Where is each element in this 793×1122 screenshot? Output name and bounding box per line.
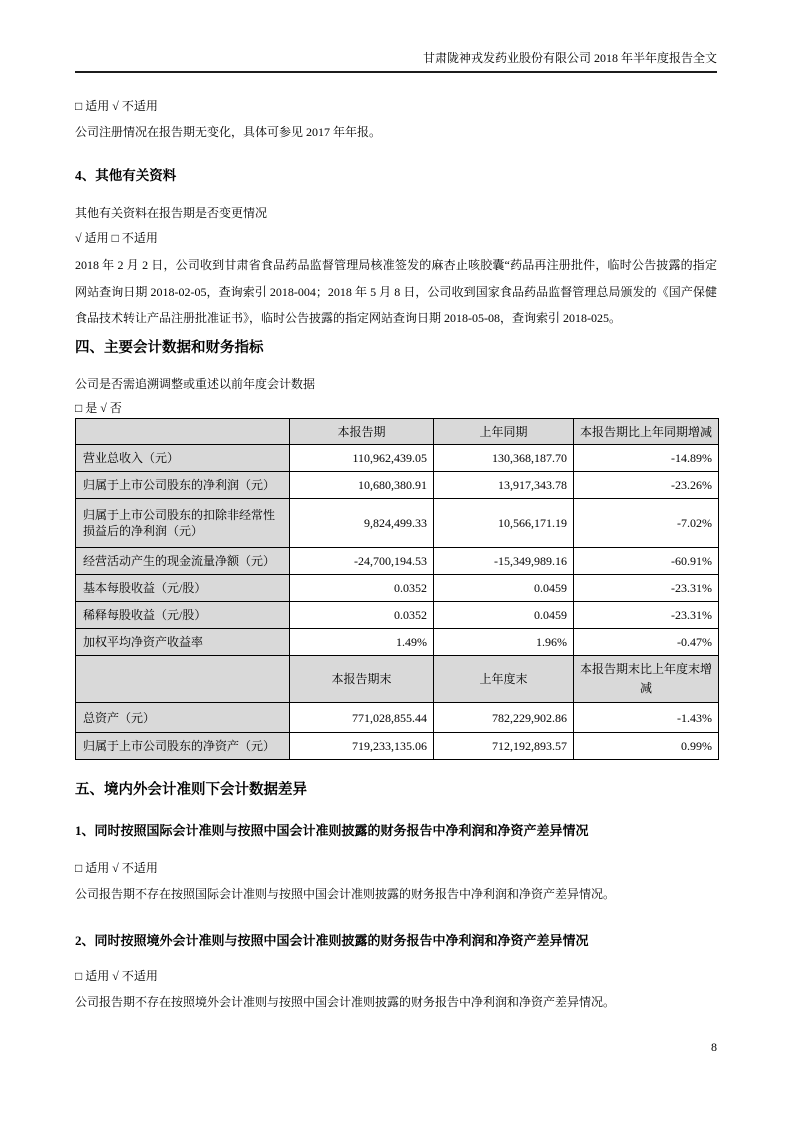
- row-value-change: 0.99%: [574, 733, 719, 760]
- applicability-line-other-info: √ 适用 □ 不适用: [75, 231, 158, 245]
- applicability-line-main-indicators: □ 是 √ 否: [75, 401, 122, 415]
- row-value-current: 0.0352: [290, 602, 434, 629]
- table-row-net-assets: [76, 733, 719, 760]
- applicability-line-overseas-standards: □ 适用 √ 不适用: [75, 969, 158, 983]
- row-value-current: 719,233,135.06: [290, 733, 434, 760]
- applicability-line-intl-standards: □ 适用 √ 不适用: [75, 861, 158, 875]
- row-value-current: 10,680,380.91: [290, 472, 434, 499]
- header-cell-change: 本报告期比上年同期增减: [574, 419, 719, 445]
- header-cell-blank: [76, 656, 290, 703]
- registration-note: 公司注册情况在报告期无变化，具体可参见 2017 年年报。: [75, 125, 382, 139]
- row-value-current: -24,700,194.53: [290, 548, 434, 575]
- section-heading-accounting-diff: 五、境内外会计准则下会计数据差异: [75, 782, 307, 798]
- main-indicators-question: 公司是否需追溯调整或重述以前年度会计数据: [75, 377, 316, 391]
- subsection-heading-overseas-standards: 2、同时按照境外会计准则与按照中国会计准则披露的财务报告中净利润和净资产差异情况: [75, 933, 589, 948]
- row-value-current: 110,962,439.05: [290, 445, 434, 472]
- table-row-net-profit: [76, 472, 719, 499]
- table-row-revenue: [76, 445, 719, 472]
- header-cell-blank: [76, 419, 290, 445]
- row-value-current: 0.0352: [290, 575, 434, 602]
- page-number: 8: [711, 1040, 717, 1054]
- header-cell-prior-year-end: 上年度末: [434, 656, 574, 703]
- row-label: 总资产（元）: [76, 703, 290, 733]
- row-value-prior: 130,368,187.70: [434, 445, 574, 472]
- subsection-heading-intl-standards: 1、同时按照国际会计准则与按照中国会计准则披露的财务报告中净利润和净资产差异情况: [75, 823, 589, 838]
- row-value-change: -14.89%: [574, 445, 719, 472]
- table-row-basic-eps: [76, 575, 719, 602]
- row-value-current: 771,028,855.44: [290, 703, 434, 733]
- header-cell-current-period-end: 本报告期末: [290, 656, 434, 703]
- row-value-prior: 1.96%: [434, 629, 574, 656]
- row-label: 稀释每股收益（元/股）: [76, 602, 290, 629]
- other-info-question: 其他有关资料在报告期是否变更情况: [75, 206, 268, 220]
- row-label: 营业总收入（元）: [76, 445, 290, 472]
- row-value-change: -7.02%: [574, 499, 719, 548]
- row-value-prior: 0.0459: [434, 602, 574, 629]
- row-value-change: -23.26%: [574, 472, 719, 499]
- intl-standards-note: 公司报告期不存在按照国际会计准则与按照中国会计准则披露的财务报告中净利润和净资产差异情况。: [75, 887, 616, 901]
- row-value-current: 9,824,499.33: [290, 499, 434, 548]
- table-row-net-profit-excl-nonrecurring: [76, 499, 719, 548]
- row-value-prior: 0.0459: [434, 575, 574, 602]
- row-value-prior: 712,192,893.57: [434, 733, 574, 760]
- row-label: 归属于上市公司股东的净利润（元）: [76, 472, 290, 499]
- table-header-row-period-end: [76, 656, 719, 703]
- header-cell-current-period: 本报告期: [290, 419, 434, 445]
- row-value-change: -0.47%: [574, 629, 719, 656]
- row-value-prior: 13,917,343.78: [434, 472, 574, 499]
- row-label: 归属于上市公司股东的净资产（元）: [76, 733, 290, 760]
- table-row-diluted-eps: [76, 602, 719, 629]
- section-heading-main-indicators: 四、主要会计数据和财务指标: [75, 340, 264, 356]
- row-label: 基本每股收益（元/股）: [76, 575, 290, 602]
- header-cell-change-period-end: 本报告期末比上年度末增减: [574, 656, 719, 703]
- row-label: 归属于上市公司股东的扣除非经常性损益后的净利润（元）: [76, 499, 290, 548]
- applicability-line-registration: □ 适用 √ 不适用: [75, 99, 158, 113]
- table-row-weighted-avg-roe: [76, 629, 719, 656]
- row-value-prior: 782,229,902.86: [434, 703, 574, 733]
- page-header-title: 甘肃陇神戎发药业股份有限公司 2018 年半年度报告全文: [75, 50, 717, 73]
- row-value-current: 1.49%: [290, 629, 434, 656]
- row-value-change: -23.31%: [574, 575, 719, 602]
- table-row-operating-cash-flow: [76, 548, 719, 575]
- overseas-standards-note: 公司报告期不存在按照境外会计准则与按照中国会计准则披露的财务报告中净利润和净资产差异情况。: [75, 995, 616, 1009]
- row-label: 经营活动产生的现金流量净额（元）: [76, 548, 290, 575]
- row-value-change: -60.91%: [574, 548, 719, 575]
- row-value-change: -1.43%: [574, 703, 719, 733]
- section-heading-other-info: 4、其他有关资料: [75, 168, 177, 183]
- row-label: 加权平均净资产收益率: [76, 629, 290, 656]
- table-header-row-period: [76, 419, 719, 445]
- row-value-change: -23.31%: [574, 602, 719, 629]
- financial-indicators-table: [75, 418, 719, 760]
- row-value-prior: 10,566,171.19: [434, 499, 574, 548]
- row-value-prior: -15,349,989.16: [434, 548, 574, 575]
- other-info-paragraph: 2018 年 2 月 2 日，公司收到甘肃省食品药品监督管理局核准签发的麻杏止咳胶囊“药品再注册批件，临时公告披露的指定网站查询日期 2018-02-05，查询索引 2018-004；2018 年 5 月 8 日，公司收到国家食品药品监督管理总局颁发的《国产保健食品技术转让产品注册批准证书》，临时公告披露的指定网站查询日期 2018-05-08，查询索引 2018-025。: [75, 258, 717, 325]
- table-row-total-assets: [76, 703, 719, 733]
- header-cell-prior-period: 上年同期: [434, 419, 574, 445]
